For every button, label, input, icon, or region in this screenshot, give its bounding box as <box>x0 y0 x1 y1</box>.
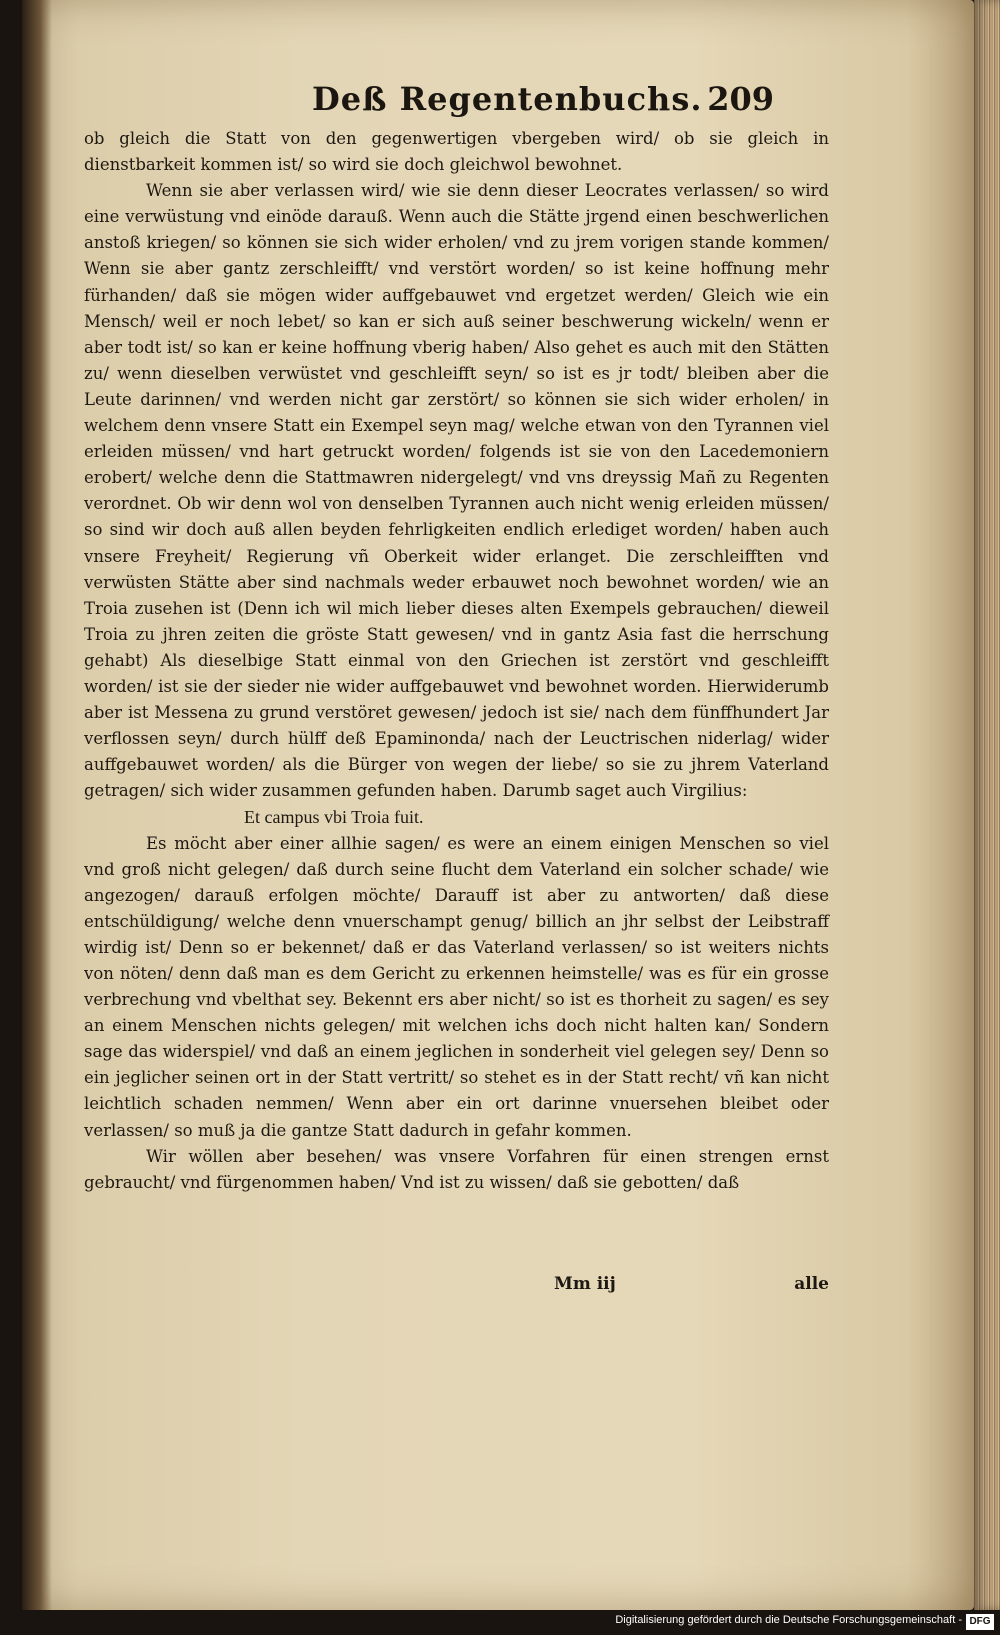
signature-mark: Mm iij <box>554 1274 616 1294</box>
page-footer <box>84 1274 829 1302</box>
binding-gutter <box>22 0 52 1610</box>
latin-quotation: Et campus vbi Troia fuit. <box>244 807 424 828</box>
paragraph: Es möcht aber einer allhie sagen/ es were an einem einigen Menschen so viel vnd groß nicht gelegen/ daß durch seine flucht dem Vaterland ein solcher schade/ wie angezogen/ darauß erfolgen möchte/ Darauff ist aber zu antworten/ daß diese entschüldigung/ welche denn vnuerschampt genug/ billich an jhr selbst der Leibstraff wirdig ist/ Denn so er bekennet/ daß er das Vaterland verlassen/ so ist weiters nichts von nöten/ denn daß man es dem Gericht zu erkennen heimstelle/ was es für ein grosse verbrechung vnd vbelthat sey. Bekennt ers aber nicht/ so ist es thorheit zu sagen/ es sey an einem Menschen nichts gelegen/ mit welchen ichs doch nicht halten kan/ Sondern sage das widerspiel/ vnd daß an einem jeglichen in sonderheit viel gelegen sey/ Denn so ein jeglicher seinen ort in der Statt vertritt/ so stehet es in der Statt recht/ vñ kan nicht leichtlich schaden nemmen/ Wenn aber ein ort darinne vnuersehen bleibet oder verlassen/ so muß ja die gantze Statt dadurch in gefahr kommen. <box>84 833 829 1140</box>
book-page <box>22 0 974 1610</box>
page-number: 209 <box>707 80 774 118</box>
running-head <box>22 80 974 124</box>
paragraph: Wir wöllen aber besehen/ was vnsere Vorfahren für einen strengen ernst gebraucht/ vnd fürgenommen haben/ Vnd ist zu wissen/ daß sie gebotten/ daß <box>84 1146 829 1192</box>
catchword: alle <box>794 1274 829 1294</box>
funding-credit: Digitalisierung gefördert durch die Deutsche Forschungsgemeinschaft - <box>615 1614 962 1626</box>
credit-bar <box>0 1610 1000 1635</box>
page-fore-edge <box>974 0 1000 1610</box>
dfg-logo: DFG <box>966 1614 994 1630</box>
running-title: Deß Regentenbuchs. <box>312 80 703 118</box>
main-text-block <box>84 126 829 1196</box>
paragraph: Wenn sie aber verlassen wird/ wie sie denn dieser Leocrates verlassen/ so wird eine verwüstung vnd einöde darauß. Wenn auch die Stätte jrgend einen beschwerlichen anstoß kriegen/ so können sie sich wider erholen/ vnd zu jrem vorigen stande kommen/ Wenn sie aber gantz zerschleifft/ vnd verstört worden/ so ist keine hoffnung mehr fürhanden/ daß sie mögen wider auffgebauwet vnd ergetzet werden/ Gleich wie ein Mensch/ weil er noch lebet/ so kan er sich auß seiner beschwerung wickeln/ wenn er aber todt ist/ so kan er keine hoffnung vberig haben/ Also gehet es auch mit den Stätten zu/ wenn dieselben verwüstet vnd geschleifft seyn/ so ist es jr todt/ bleiben aber die Leute darinnen/ vnd werden nicht gar zerstört/ so können sie sich wider erholen/ in welchem denn vnsere Statt ein Exempel seyn mag/ welche etwan von den Tyrannen viel erleiden müssen/ vnd hart getruckt worden/ folgends ist sie von den Lacedemoniern erobert/ welche denn die Stattmawren nidergelegt/ vnd vns dreyssig Mañ zu Regenten verordnet. Ob wir denn wol von denselben Tyrannen auch nicht wenig erleiden müssen/ so sind wir doch auß allen beyden fehrligkeiten endlich erlediget worden/ haben auch vnsere Freyheit/ Regierung vñ Oberkeit wider erlanget. Die zerschleifften vnd verwüsten Stätte aber sind nachmals weder erbauwet noch bewohnet worden/ wie an Troia zusehen ist (Denn ich wil mich lieber dieses alten Exempels gebrauchen/ dieweil Troia zu jhren zeiten die gröste Statt gewesen/ vnd in gantz Asia fast die herrschung gehabt) Als dieselbige Statt einmal von den Griechen ist zerstört vnd geschleifft worden/ ist sie der sieder nie wider auffgebauwet vnd bewohnet worden. Hierwiderumb aber ist Messena zu grund verstöret gewesen/ jedoch ist sie/ nach dem fünffhundert Jar verflossen seyn/ durch hülff deß Epaminonda/ nach der Leuctrischen niderlag/ wider auffgebauwet worden/ als die Bürger von wegen der liebe/ so sie zu jhrem Vaterland getragen/ sich wider zusammen gefunden haben. Darumb saget auch Virgilius: <box>84 181 829 801</box>
paragraph: ob gleich die Statt von den gegenwertigen vbergeben wird/ ob sie gleich in dienstbarkeit kommen ist/ so wird sie doch gleichwol bewohnet. <box>84 129 829 175</box>
